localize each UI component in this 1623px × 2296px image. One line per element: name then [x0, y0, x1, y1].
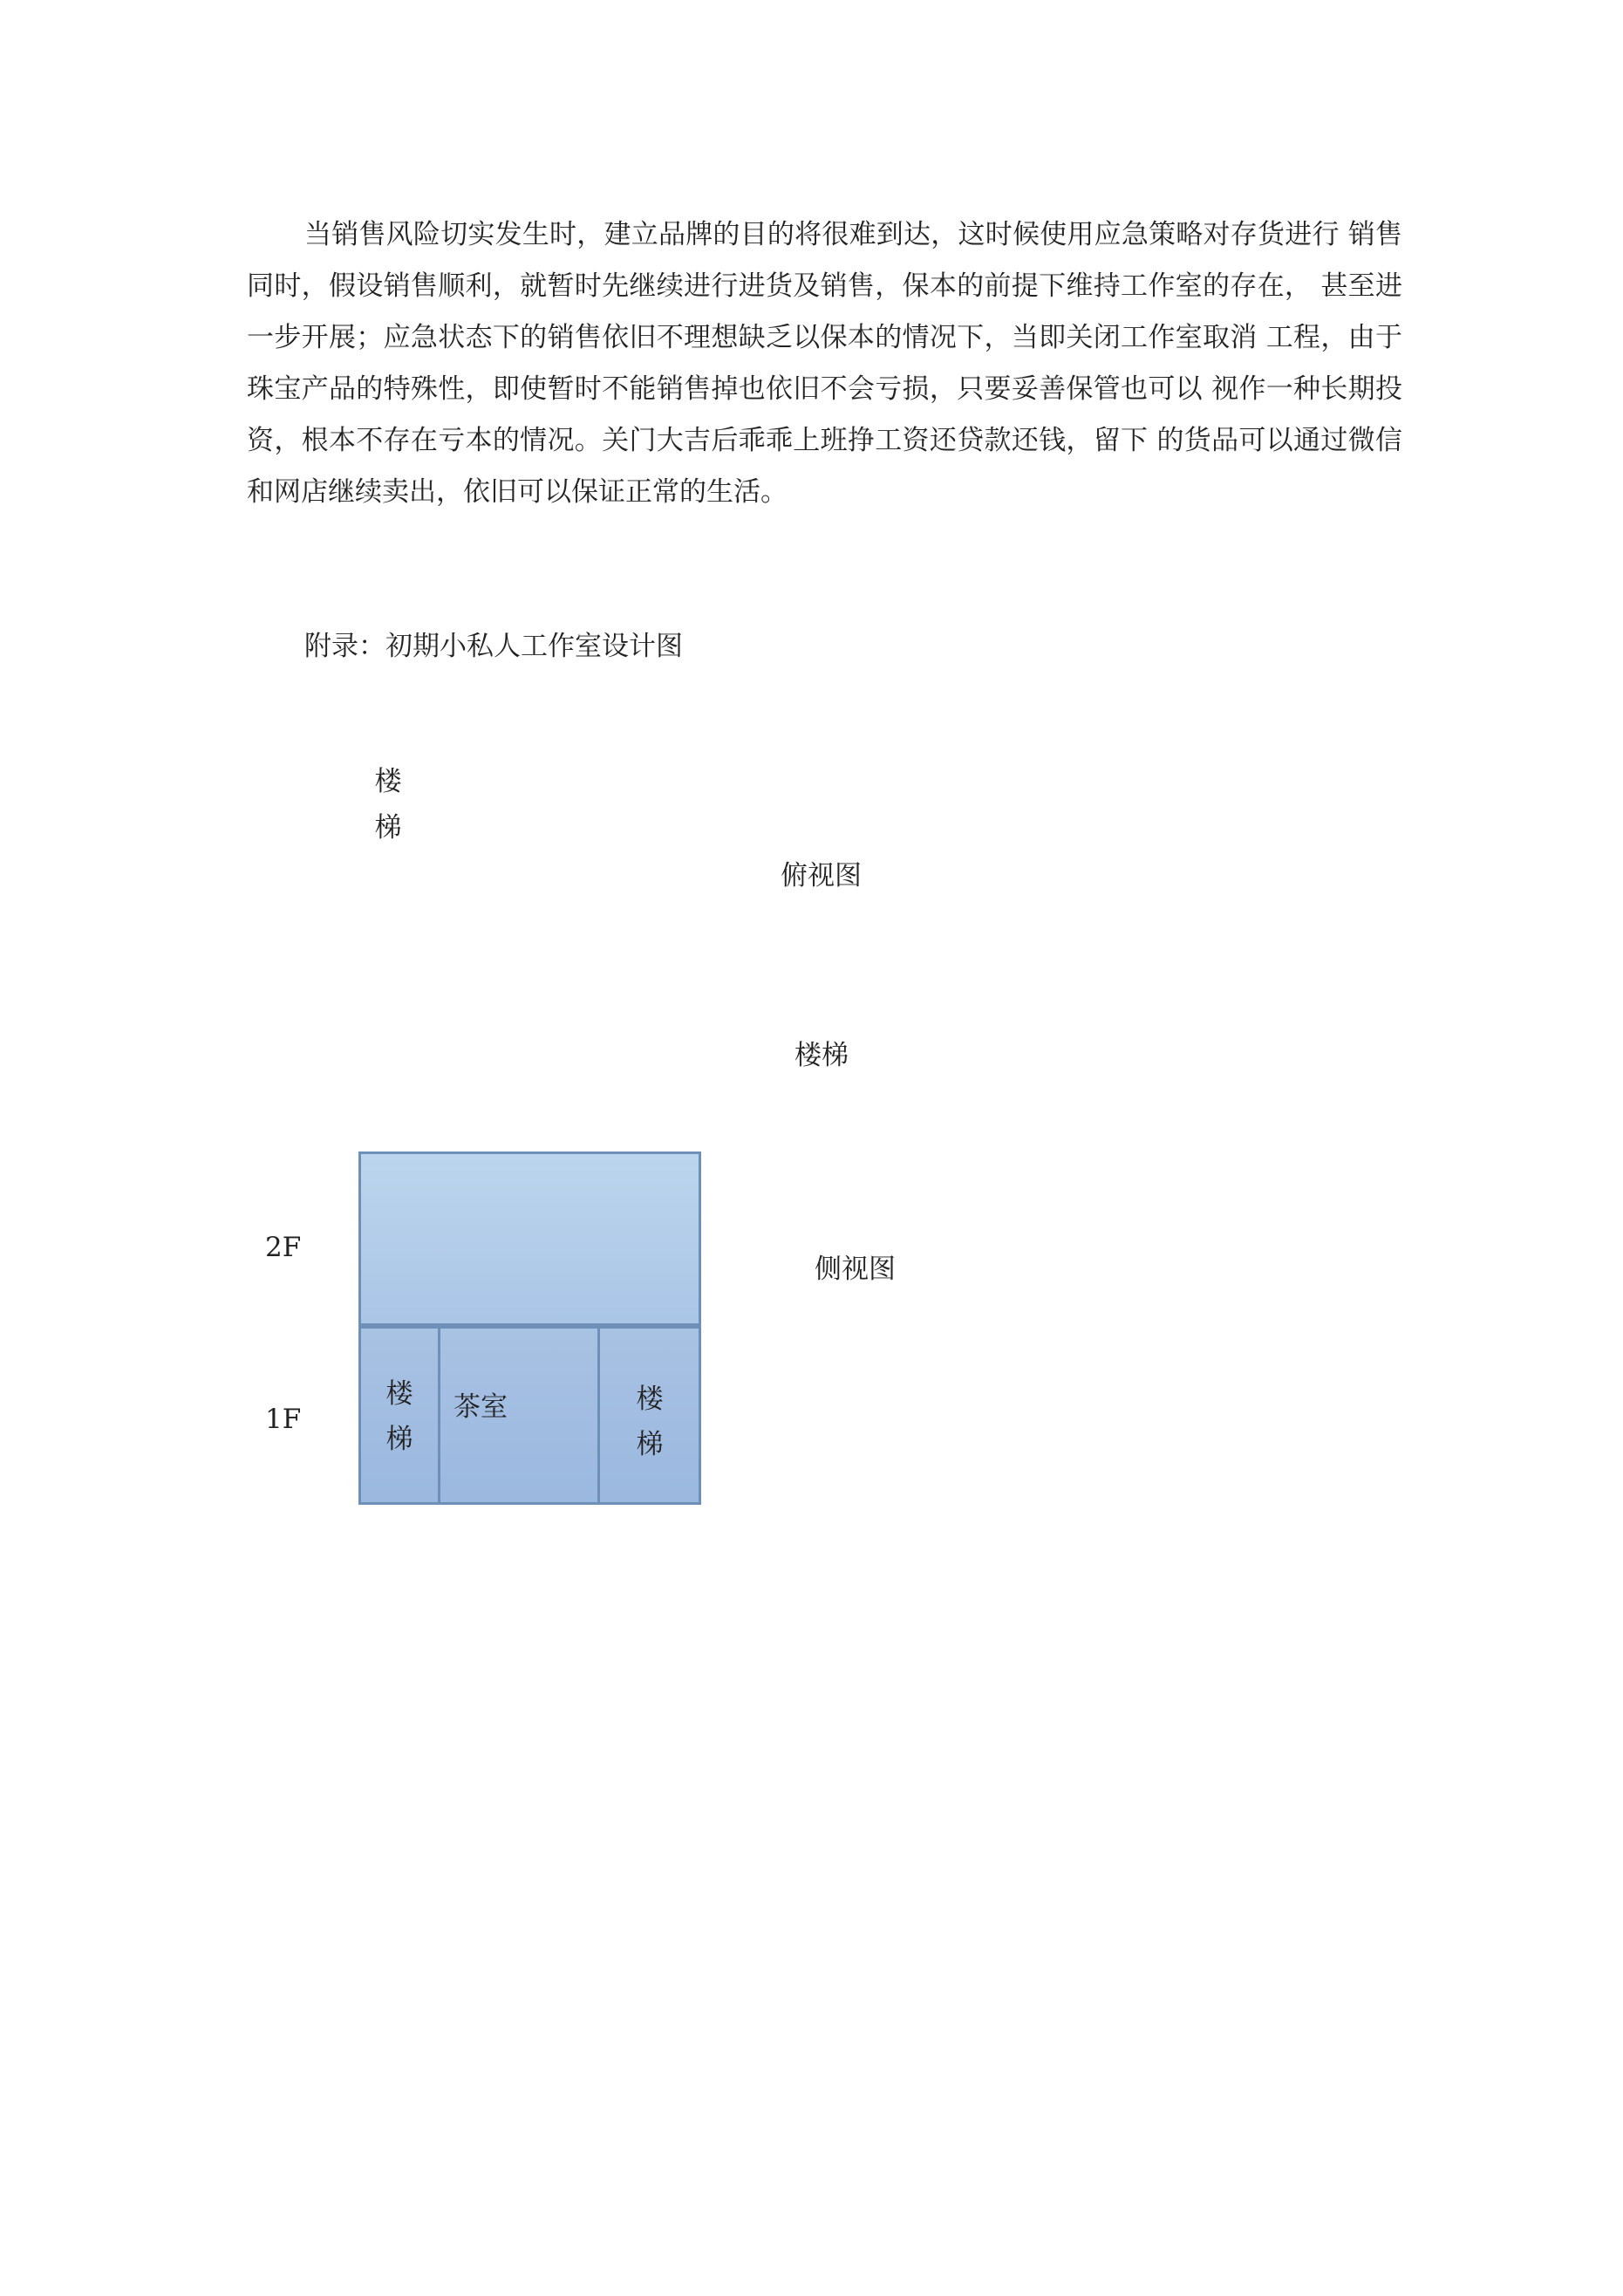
- room-tea-label: 茶室: [453, 1391, 508, 1423]
- room-stair-left-label: 楼梯: [385, 1378, 413, 1455]
- room-stair-right-label: 楼梯: [636, 1384, 664, 1460]
- floor-2f-block: [358, 1151, 701, 1326]
- paragraph-line: 珠宝产品的特殊性，即使暂时不能销售掉也依旧不会亏损，只要妥善保管也可以 视作一种长期投: [247, 373, 1402, 405]
- side-view-diagram: [358, 1151, 701, 1505]
- paragraph-line: 一步开展；应急状态下的销售依旧不理想缺乏以保本的情况下，当即关闭工作室取消 工程，由于: [247, 322, 1402, 353]
- paragraph-line: 同时，假设销售顺利，就暂时先继续进行进货及销售，保本的前提下维持工作室的存在， 甚至进: [247, 270, 1402, 302]
- appendix-title: 附录：初期小私人工作室设计图: [304, 631, 683, 662]
- top-view-stair-label: 楼梯: [374, 766, 402, 844]
- room-stair-left: [358, 1326, 440, 1505]
- floor-label-2f: 2F: [265, 1232, 302, 1263]
- top-view-title: 俯视图: [781, 860, 862, 892]
- room-tea: [438, 1326, 600, 1505]
- floor-label-1f: 1F: [265, 1404, 302, 1435]
- paragraph-line: 和网店继续卖出，依旧可以保证正常的生活。: [247, 476, 788, 508]
- side-view-title: 侧视图: [815, 1254, 896, 1285]
- room-stair-right: [597, 1326, 701, 1505]
- paragraph-line: 当销售风险切实发生时，建立品牌的目的将很难到达，这时候使用应急策略对存货进行 销售: [304, 219, 1402, 250]
- body-paragraph: [247, 209, 1402, 518]
- top-view-stair-label-2: 楼梯: [794, 1040, 849, 1071]
- paragraph-line: 资，根本不存在亏本的情况。关门大吉后乖乖上班挣工资还贷款还钱，留下 的货品可以通过微信: [247, 425, 1402, 456]
